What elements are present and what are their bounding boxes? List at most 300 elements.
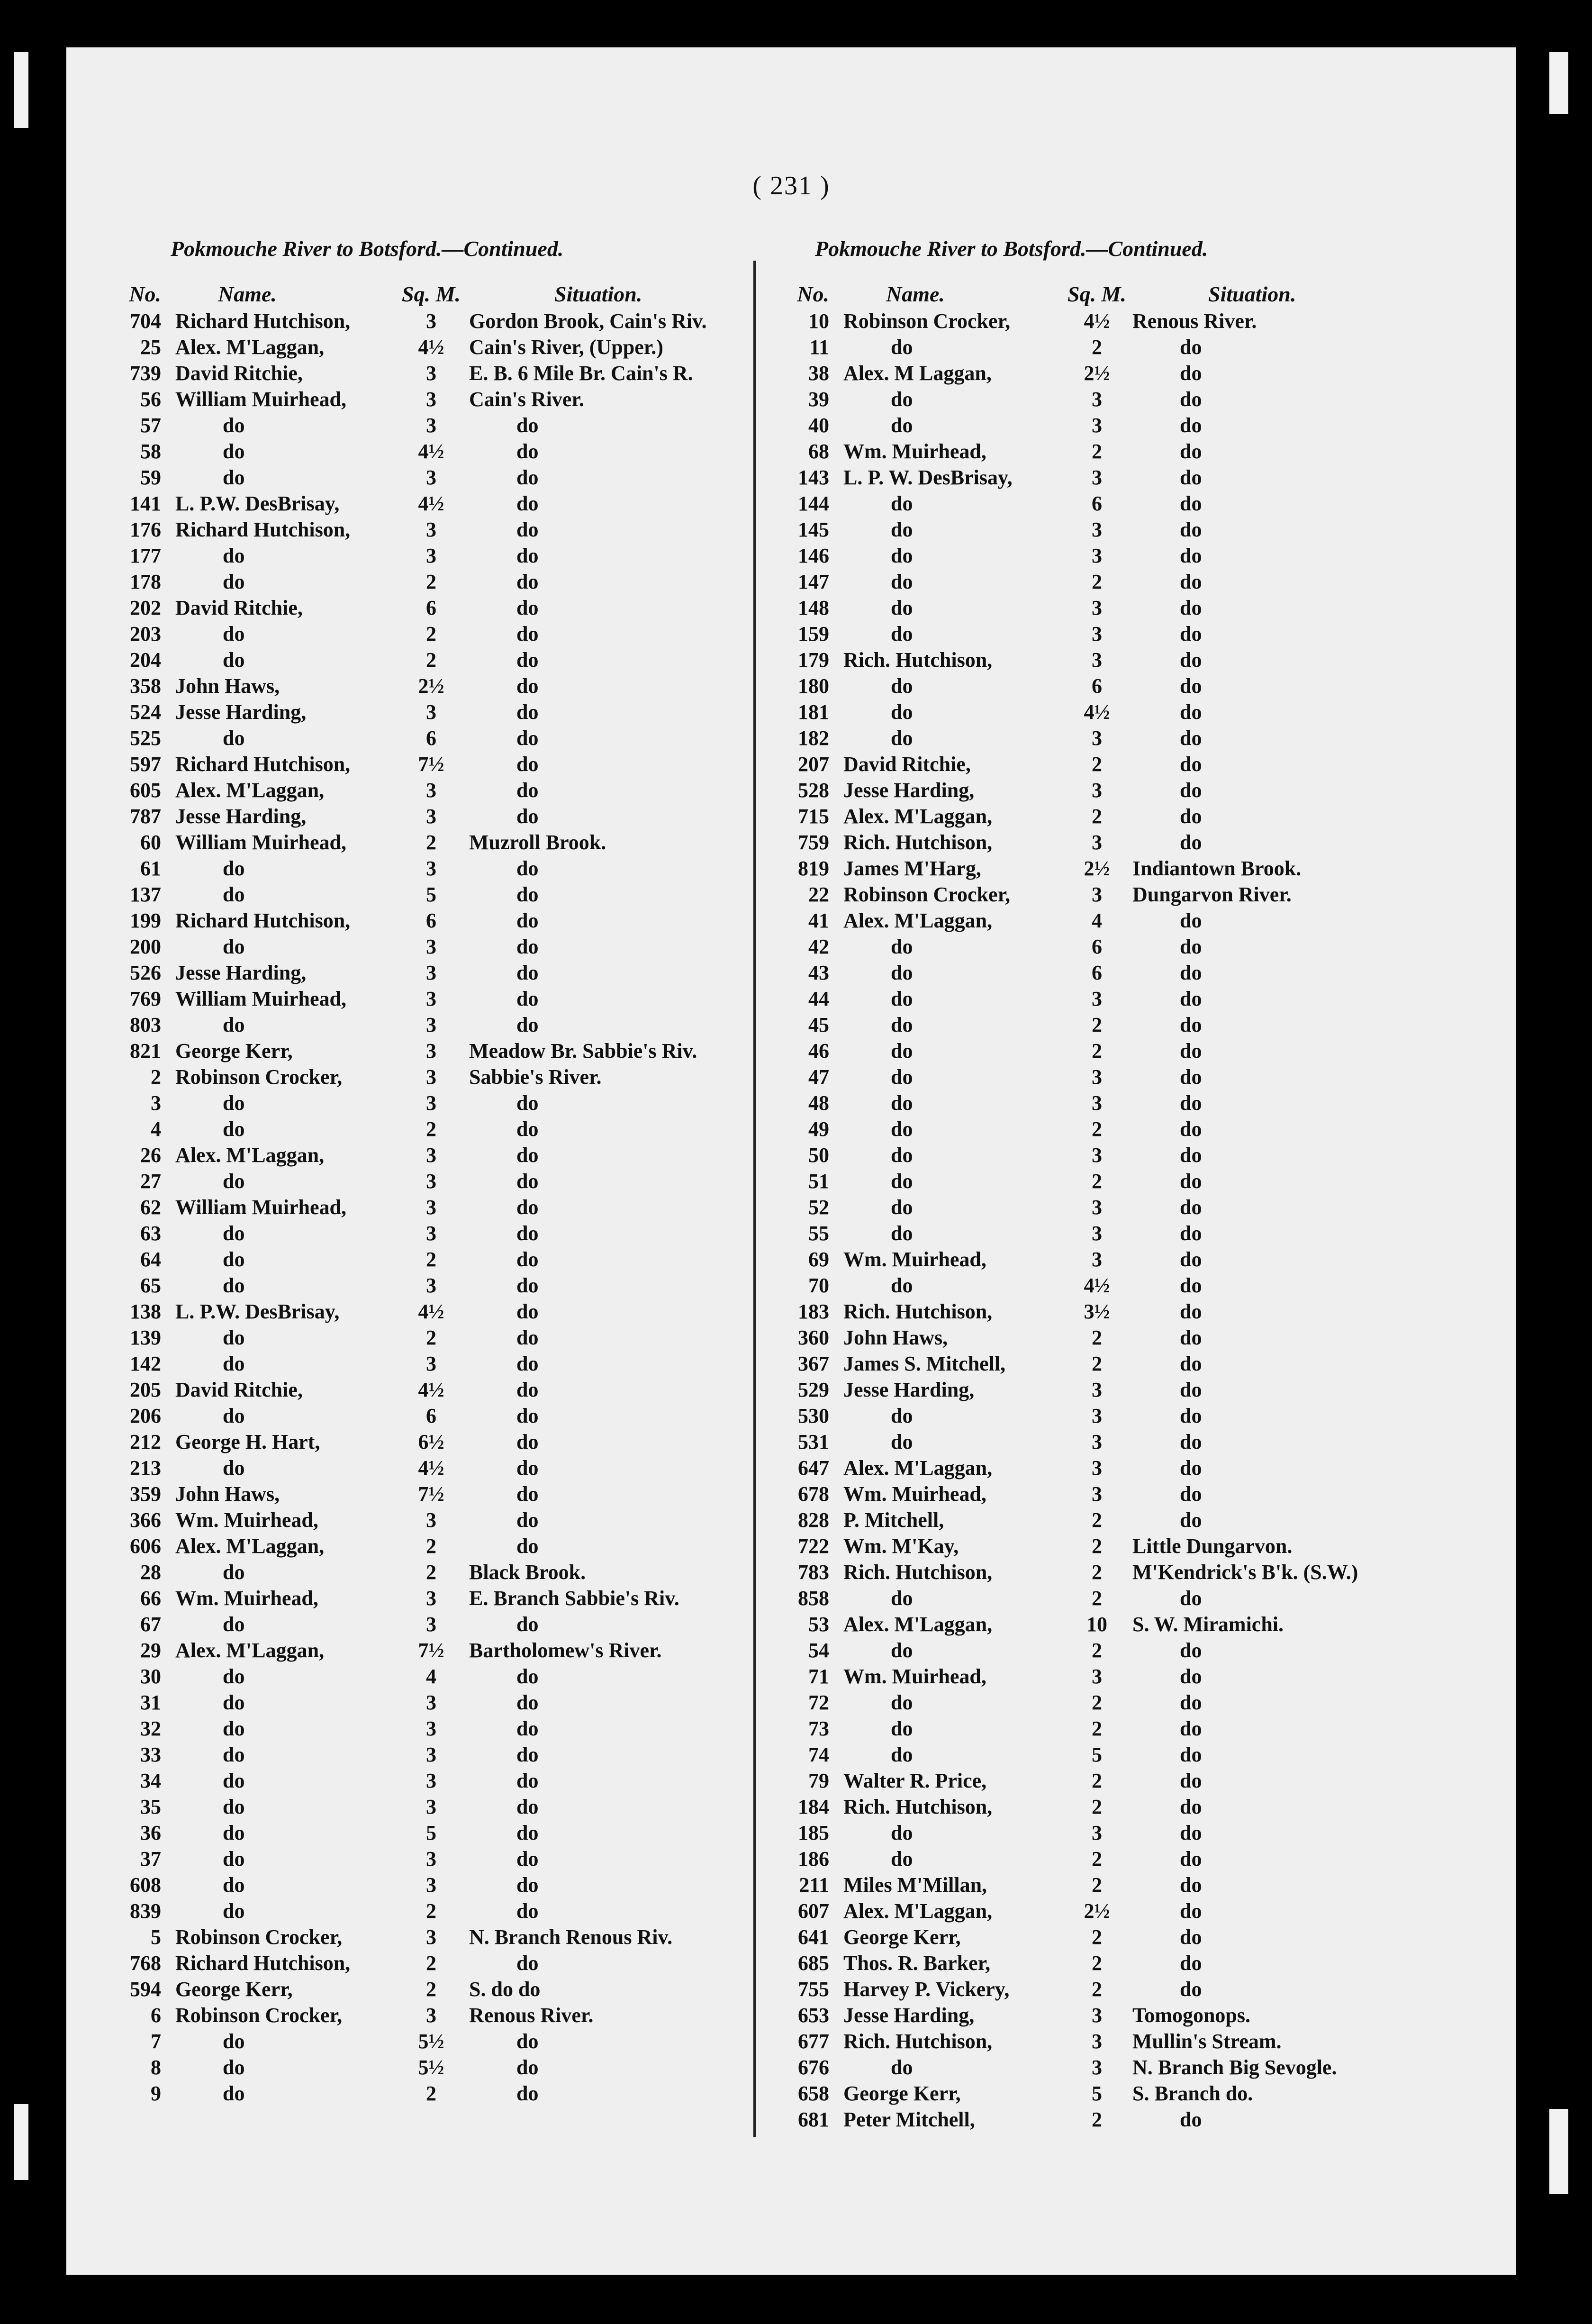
lot-number: 605 bbox=[130, 779, 161, 802]
situation: do bbox=[516, 1534, 539, 1558]
table-header-right bbox=[782, 280, 1483, 308]
lot-number: 33 bbox=[140, 1743, 161, 1766]
table-row bbox=[109, 1038, 789, 1064]
square-miles: 3 bbox=[1092, 596, 1102, 619]
table-row bbox=[109, 1507, 789, 1533]
table-row bbox=[782, 725, 1483, 751]
table-row bbox=[782, 1168, 1483, 1194]
square-miles: 2 bbox=[1092, 1039, 1102, 1062]
lot-number: 142 bbox=[130, 1352, 161, 1375]
situation: Tomogonops. bbox=[1132, 2004, 1251, 2027]
lot-number: 62 bbox=[140, 1196, 161, 1219]
grantee-name: do bbox=[223, 1404, 245, 1427]
grantee-name: Alex. M'Laggan, bbox=[175, 1144, 325, 1167]
situation: do bbox=[516, 648, 539, 672]
square-miles: 2 bbox=[1092, 1795, 1102, 1818]
situation: do bbox=[1180, 1952, 1202, 1975]
lot-number: 3 bbox=[151, 1091, 161, 1115]
square-miles: 3 bbox=[1092, 1144, 1102, 1167]
table-row bbox=[109, 1689, 789, 1716]
lot-number: 56 bbox=[140, 388, 161, 411]
square-miles: 3 bbox=[426, 1274, 436, 1297]
square-miles: 2 bbox=[426, 2082, 436, 2105]
lot-number: 144 bbox=[798, 492, 829, 515]
table-row bbox=[109, 1168, 789, 1194]
square-miles: 5½ bbox=[418, 2030, 444, 2053]
square-miles: 3 bbox=[426, 1925, 436, 1949]
grantee-name: do bbox=[891, 596, 913, 619]
situation: do bbox=[1180, 700, 1202, 724]
square-miles: 2 bbox=[1092, 753, 1102, 776]
lot-number: 182 bbox=[798, 726, 829, 750]
situation: Little Dungarvon. bbox=[1132, 1534, 1293, 1558]
table-row bbox=[782, 1950, 1483, 1976]
square-miles: 3 bbox=[426, 1717, 436, 1740]
square-miles: 10 bbox=[1086, 1613, 1107, 1636]
situation: do bbox=[516, 414, 539, 437]
table-row bbox=[109, 1481, 789, 1507]
scan-edge-mark bbox=[1549, 2109, 1568, 2194]
table-row bbox=[782, 2106, 1483, 2133]
lot-number: 528 bbox=[798, 779, 829, 802]
situation: do bbox=[516, 753, 539, 776]
situation: do bbox=[516, 466, 539, 489]
grantee-name: Alex. M'Laggan, bbox=[843, 1456, 993, 1480]
lot-number: 39 bbox=[808, 388, 829, 411]
square-miles: 3 bbox=[426, 961, 436, 984]
lot-number: 30 bbox=[140, 1665, 161, 1688]
situation: do bbox=[516, 700, 539, 724]
square-miles: 7½ bbox=[418, 753, 444, 776]
lot-number: 146 bbox=[798, 544, 829, 567]
grantee-name: Alex. M'Laggan, bbox=[843, 1613, 993, 1636]
grantee-name: Jesse Harding, bbox=[843, 2004, 975, 2027]
grantee-name: Robinson Crocker, bbox=[843, 883, 1011, 906]
grantee-name: do bbox=[891, 1404, 913, 1427]
situation: do bbox=[516, 1222, 539, 1245]
grantee-name: Jesse Harding, bbox=[175, 805, 307, 828]
table-row bbox=[782, 1872, 1483, 1898]
square-miles: 3 bbox=[1092, 1196, 1102, 1219]
square-miles: 3 bbox=[1092, 987, 1102, 1010]
table-row bbox=[782, 1742, 1483, 1768]
lot-number: 176 bbox=[130, 518, 161, 541]
lot-number: 148 bbox=[798, 596, 829, 619]
grantee-name: do bbox=[891, 570, 913, 593]
situation: do bbox=[516, 935, 539, 958]
lot-number: 41 bbox=[808, 909, 829, 932]
grantee-name: do bbox=[223, 1743, 245, 1766]
situation: do bbox=[1180, 362, 1202, 385]
table-row bbox=[109, 855, 789, 881]
lot-number: 783 bbox=[798, 1561, 829, 1584]
lot-number: 45 bbox=[808, 1013, 829, 1036]
square-miles: 2 bbox=[426, 570, 436, 593]
grantee-name: do bbox=[891, 935, 913, 958]
lot-number: 204 bbox=[130, 648, 161, 672]
lot-number: 52 bbox=[808, 1196, 829, 1219]
square-miles: 2 bbox=[1092, 336, 1102, 359]
square-miles: 2 bbox=[1092, 1326, 1102, 1349]
table-row bbox=[109, 1142, 789, 1168]
grantee-name: do bbox=[223, 1873, 245, 1897]
grantee-name: Wm. Muirhead, bbox=[843, 1482, 986, 1506]
square-miles: 3½ bbox=[1084, 1300, 1110, 1323]
table-row bbox=[782, 2028, 1483, 2054]
grantee-name: Wm. M'Kay, bbox=[843, 1534, 959, 1558]
situation: N. Branch Renous Riv. bbox=[469, 1925, 673, 1949]
header-situation: Situation. bbox=[1208, 281, 1296, 306]
square-miles: 3 bbox=[1092, 2056, 1102, 2079]
lot-number: 179 bbox=[798, 648, 829, 672]
square-miles: 4½ bbox=[418, 1378, 444, 1401]
lot-number: 607 bbox=[798, 1899, 829, 1923]
situation: do bbox=[1180, 440, 1202, 463]
situation: do bbox=[1180, 1691, 1202, 1714]
grantee-name: Richard Hutchison, bbox=[175, 753, 351, 776]
situation: do bbox=[1180, 1717, 1202, 1740]
lot-number: 26 bbox=[140, 1144, 161, 1167]
square-miles: 3 bbox=[1092, 1091, 1102, 1115]
table-row bbox=[782, 1768, 1483, 1794]
table-row bbox=[782, 1142, 1483, 1168]
lot-number: 608 bbox=[130, 1873, 161, 1897]
table-row bbox=[109, 1976, 789, 2002]
grantee-name: do bbox=[223, 622, 245, 645]
grantee-name: Peter Mitchell, bbox=[843, 2108, 975, 2131]
situation: do bbox=[516, 1691, 539, 1714]
table-row bbox=[109, 438, 789, 464]
grantee-name: do bbox=[223, 648, 245, 672]
lot-number: 69 bbox=[808, 1248, 829, 1271]
table-row bbox=[782, 1924, 1483, 1950]
table-row bbox=[782, 464, 1483, 490]
grantee-name: Rich. Hutchison, bbox=[843, 2030, 993, 2053]
grantee-name: do bbox=[891, 388, 913, 411]
lot-number: 4 bbox=[151, 1117, 161, 1141]
table-row bbox=[109, 1455, 789, 1481]
situation: do bbox=[516, 1196, 539, 1219]
lot-number: 47 bbox=[808, 1065, 829, 1089]
lot-number: 203 bbox=[130, 622, 161, 645]
table-row bbox=[109, 308, 789, 334]
table-row bbox=[782, 673, 1483, 699]
grantee-name: do bbox=[223, 1091, 245, 1115]
grantee-name: do bbox=[223, 1274, 245, 1297]
grantee-name: George H. Hart, bbox=[175, 1430, 320, 1453]
square-miles: 3 bbox=[1092, 1665, 1102, 1688]
lot-number: 2 bbox=[151, 1065, 161, 1089]
square-miles: 2 bbox=[1092, 1587, 1102, 1610]
lot-number: 55 bbox=[808, 1222, 829, 1245]
table-row bbox=[782, 1637, 1483, 1663]
grantee-name: John Haws, bbox=[175, 1482, 280, 1506]
grantee-name: do bbox=[891, 1430, 913, 1453]
situation: N. Branch Big Sevogle. bbox=[1132, 2056, 1337, 2079]
situation: do bbox=[516, 1743, 539, 1766]
header-no: No. bbox=[129, 281, 161, 306]
square-miles: 3 bbox=[1092, 726, 1102, 750]
lot-number: 755 bbox=[798, 1978, 829, 2001]
situation: do bbox=[1180, 805, 1202, 828]
grantee-name: do bbox=[891, 1274, 913, 1297]
lot-number: 526 bbox=[130, 961, 161, 984]
grantee-name: Rich. Hutchison, bbox=[843, 831, 993, 854]
square-miles: 2 bbox=[1092, 1013, 1102, 1036]
table-row bbox=[782, 1898, 1483, 1924]
lot-number: 211 bbox=[799, 1873, 829, 1897]
table-row bbox=[782, 1689, 1483, 1716]
table-row bbox=[782, 1116, 1483, 1142]
situation: do bbox=[1180, 1352, 1202, 1375]
table-row bbox=[782, 986, 1483, 1012]
running-head-left: Pokmouche River to Botsford.—Continued. bbox=[171, 236, 564, 261]
table-row bbox=[782, 1820, 1483, 1846]
lot-number: 366 bbox=[130, 1508, 161, 1532]
right-table-body bbox=[782, 308, 1483, 2133]
grantee-name: do bbox=[891, 1222, 913, 1245]
situation: do bbox=[516, 987, 539, 1010]
square-miles: 4 bbox=[426, 1665, 436, 1688]
situation: do bbox=[516, 1613, 539, 1636]
table-row bbox=[109, 1377, 789, 1403]
situation: do bbox=[1180, 466, 1202, 489]
situation: Muzroll Brook. bbox=[469, 831, 606, 854]
square-miles: 2 bbox=[426, 622, 436, 645]
table-row bbox=[109, 699, 789, 725]
situation: do bbox=[1180, 961, 1202, 984]
square-miles: 6½ bbox=[418, 1430, 444, 1453]
grantee-name: David Ritchie, bbox=[175, 1378, 303, 1401]
square-miles: 3 bbox=[426, 1769, 436, 1792]
grantee-name: do bbox=[223, 1352, 245, 1375]
situation: E. Branch Sabbie's Riv. bbox=[469, 1587, 679, 1610]
lot-number: 73 bbox=[808, 1717, 829, 1740]
square-miles: 3 bbox=[426, 1065, 436, 1089]
grantee-name: do bbox=[891, 492, 913, 515]
table-row bbox=[109, 1585, 789, 1611]
lot-number: 704 bbox=[130, 309, 161, 333]
grantee-name: Jesse Harding, bbox=[843, 1378, 975, 1401]
square-miles: 3 bbox=[426, 362, 436, 385]
table-row bbox=[109, 386, 789, 412]
lot-number: 145 bbox=[798, 518, 829, 541]
table-row bbox=[109, 1403, 789, 1429]
grantee-name: George Kerr, bbox=[843, 1925, 961, 1949]
situation: Renous River. bbox=[469, 2004, 594, 2027]
lot-number: 25 bbox=[140, 336, 161, 359]
situation: do bbox=[1180, 1978, 1202, 2001]
table-row bbox=[782, 803, 1483, 829]
lot-number: 68 bbox=[808, 440, 829, 463]
grantee-name: do bbox=[223, 1769, 245, 1792]
situation: do bbox=[516, 1795, 539, 1818]
table-row bbox=[782, 855, 1483, 881]
lot-number: 787 bbox=[130, 805, 161, 828]
grantee-name: do bbox=[891, 1065, 913, 1089]
situation: do bbox=[1180, 622, 1202, 645]
table-row bbox=[782, 334, 1483, 360]
square-miles: 4½ bbox=[418, 440, 444, 463]
grantee-name: do bbox=[223, 1170, 245, 1193]
square-miles: 3 bbox=[426, 1613, 436, 1636]
lot-number: 597 bbox=[130, 753, 161, 776]
situation: do bbox=[1180, 1743, 1202, 1766]
square-miles: 2 bbox=[426, 1534, 436, 1558]
lot-number: 147 bbox=[798, 570, 829, 593]
grantee-name: do bbox=[891, 674, 913, 698]
table-row bbox=[109, 1794, 789, 1820]
square-miles: 5 bbox=[1092, 2082, 1102, 2105]
header-name: Name. bbox=[886, 281, 945, 306]
grantee-name: Jesse Harding, bbox=[843, 779, 975, 802]
square-miles: 3 bbox=[426, 1091, 436, 1115]
lot-number: 34 bbox=[140, 1769, 161, 1792]
table-row bbox=[109, 673, 789, 699]
situation: Sabbie's River. bbox=[469, 1065, 602, 1089]
table-row bbox=[782, 1298, 1483, 1325]
grantee-name: do bbox=[223, 1456, 245, 1480]
square-miles: 2 bbox=[426, 1326, 436, 1349]
square-miles: 3 bbox=[426, 1847, 436, 1870]
grantee-name: do bbox=[891, 414, 913, 437]
situation: do bbox=[1180, 1925, 1202, 1949]
lot-number: 38 bbox=[808, 362, 829, 385]
grantee-name: do bbox=[223, 1613, 245, 1636]
square-miles: 2 bbox=[1092, 1952, 1102, 1975]
lot-number: 27 bbox=[140, 1170, 161, 1193]
square-miles: 5 bbox=[426, 883, 436, 906]
table-row bbox=[782, 1481, 1483, 1507]
lot-number: 358 bbox=[130, 674, 161, 698]
lot-number: 50 bbox=[808, 1144, 829, 1167]
table-row bbox=[109, 1637, 789, 1663]
situation: do bbox=[1180, 1795, 1202, 1818]
situation: E. B. 6 Mile Br. Cain's R. bbox=[469, 362, 693, 385]
square-miles: 3 bbox=[1092, 1821, 1102, 1844]
lot-number: 79 bbox=[808, 1769, 829, 1792]
table-row bbox=[109, 543, 789, 569]
grantee-name: Robinson Crocker, bbox=[843, 309, 1011, 333]
square-miles: 3 bbox=[1092, 831, 1102, 854]
lot-number: 178 bbox=[130, 570, 161, 593]
table-row bbox=[782, 621, 1483, 647]
situation: do bbox=[1180, 518, 1202, 541]
grantee-name: David Ritchie, bbox=[175, 596, 303, 619]
table-row bbox=[109, 2080, 789, 2106]
lot-number: 61 bbox=[140, 857, 161, 880]
square-miles: 7½ bbox=[418, 1482, 444, 1506]
lot-number: 202 bbox=[130, 596, 161, 619]
table-row bbox=[782, 829, 1483, 855]
lot-number: 768 bbox=[130, 1952, 161, 1975]
square-miles: 2 bbox=[1092, 805, 1102, 828]
table-row bbox=[782, 2002, 1483, 2028]
grantee-name: do bbox=[223, 1691, 245, 1714]
situation: do bbox=[1180, 1378, 1202, 1401]
square-miles: 6 bbox=[1092, 492, 1102, 515]
lot-number: 828 bbox=[798, 1508, 829, 1532]
table-row bbox=[782, 595, 1483, 621]
table-row bbox=[782, 881, 1483, 908]
situation: do bbox=[516, 2030, 539, 2053]
table-row bbox=[109, 1246, 789, 1272]
lot-number: 71 bbox=[808, 1665, 829, 1688]
square-miles: 3 bbox=[426, 1039, 436, 1062]
table-row bbox=[782, 569, 1483, 595]
square-miles: 3 bbox=[426, 1873, 436, 1897]
table-row bbox=[109, 1872, 789, 1898]
square-miles: 3 bbox=[426, 1352, 436, 1375]
lot-number: 72 bbox=[808, 1691, 829, 1714]
situation: do bbox=[1180, 1222, 1202, 1245]
lot-number: 137 bbox=[130, 883, 161, 906]
table-row bbox=[782, 1663, 1483, 1689]
square-miles: 3 bbox=[1092, 1222, 1102, 1245]
grantee-name: Walter R. Price, bbox=[843, 1769, 987, 1792]
situation: Bartholomew's River. bbox=[469, 1639, 662, 1662]
table-row bbox=[109, 412, 789, 438]
square-miles: 2 bbox=[1092, 1639, 1102, 1662]
situation: do bbox=[1180, 1430, 1202, 1453]
situation: M'Kendrick's B'k. (S.W.) bbox=[1132, 1561, 1358, 1584]
grantee-name: do bbox=[891, 726, 913, 750]
situation: do bbox=[516, 1091, 539, 1115]
square-miles: 3 bbox=[426, 1508, 436, 1532]
grantee-name: Rich. Hutchison, bbox=[843, 1795, 993, 1818]
table-row bbox=[782, 412, 1483, 438]
situation: do bbox=[516, 1274, 539, 1297]
square-miles: 3 bbox=[426, 1795, 436, 1818]
grantee-name: George Kerr, bbox=[175, 1039, 293, 1062]
table-row bbox=[109, 1846, 789, 1872]
square-miles: 2 bbox=[426, 1248, 436, 1271]
table-row bbox=[109, 2028, 789, 2054]
lot-number: 858 bbox=[798, 1587, 829, 1610]
lot-number: 530 bbox=[798, 1404, 829, 1427]
situation: Mullin's Stream. bbox=[1132, 2030, 1282, 2053]
lot-number: 139 bbox=[130, 1326, 161, 1349]
lot-number: 28 bbox=[140, 1561, 161, 1584]
grantee-name: do bbox=[223, 1847, 245, 1870]
situation: do bbox=[1180, 1326, 1202, 1349]
square-miles: 2 bbox=[426, 1117, 436, 1141]
situation: do bbox=[1180, 831, 1202, 854]
grantee-name: Richard Hutchison, bbox=[175, 309, 351, 333]
grantee-name: L. P. W. DesBrisay, bbox=[843, 466, 1013, 489]
lot-number: 65 bbox=[140, 1274, 161, 1297]
square-miles: 2 bbox=[1092, 1534, 1102, 1558]
square-miles: 4½ bbox=[418, 1300, 444, 1323]
situation: do bbox=[516, 1769, 539, 1792]
square-miles: 3 bbox=[426, 1587, 436, 1610]
book-page bbox=[66, 47, 1516, 2275]
situation: Meadow Br. Sabbie's Riv. bbox=[469, 1039, 697, 1062]
square-miles: 6 bbox=[1092, 674, 1102, 698]
table-row bbox=[782, 1012, 1483, 1038]
lot-number: 213 bbox=[130, 1456, 161, 1480]
situation: do bbox=[516, 779, 539, 802]
grantee-name: do bbox=[223, 1326, 245, 1349]
lot-number: 66 bbox=[140, 1587, 161, 1610]
table-row bbox=[109, 464, 789, 490]
table-row bbox=[109, 2002, 789, 2028]
lot-number: 715 bbox=[798, 805, 829, 828]
situation: do bbox=[516, 570, 539, 593]
table-row bbox=[782, 517, 1483, 543]
lot-number: 360 bbox=[798, 1326, 829, 1349]
grantee-name: Wm. Muirhead, bbox=[175, 1587, 318, 1610]
